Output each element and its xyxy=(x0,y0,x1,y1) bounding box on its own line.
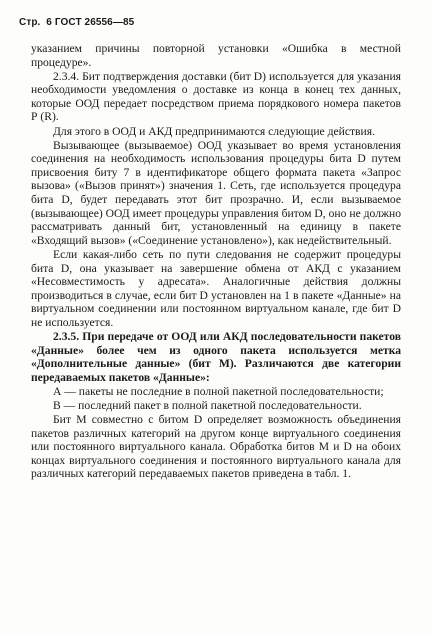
body-text xyxy=(31,42,401,481)
paragraph: 2.3.4. Бит подтверждения доставки (бит D) используется для указания необходимости уведомления о доставке из конца в конец тех данных, которые ООД передает посредством приема порядкового номера пакетов Р (R). xyxy=(31,69,401,124)
page-prefix: Стр. xyxy=(19,17,41,28)
paragraph: Если какая-либо сеть по пути следования не содержит процедуры бита D, она указывает на завершение обмена от АКД с указанием «Несовместимость у адресата». Аналогичные действия должны производиться в случае, если бит D установлен на 1 в пакете «Данные» на виртуальном соединении или постоянном виртуальном канале, где бит D не используется. xyxy=(31,247,401,329)
paragraph: Для этого в ООД и АКД предпринимаются следующие действия. xyxy=(53,124,375,138)
list-item: А — пакеты не последние в полной пакетной последовательности; xyxy=(53,384,384,398)
page-number: 6 xyxy=(46,17,52,28)
paragraph: указанием причины повторной установки «Ошибка в местной процедуре». xyxy=(31,42,401,69)
standard-designation: ГОСТ 26556—85 xyxy=(54,17,135,28)
paragraph: 2.3.5. При передаче от ООД или АКД последовательности пакетов «Данные» более чем из одного пакета используется метка «Дополнительные данные» (бит М). Различаются две категории передаваемых пакетов «Данные»: xyxy=(31,329,401,384)
page-header xyxy=(19,17,134,28)
paragraph: Вызывающее (вызываемое) ООД указывает во время установления соединения на необходимость использования процедуры бита D путем присвоения биту 7 в идентификаторе общего формата пакета «Запрос вызова» («Вызов принят») значения 1. Сеть, где используется процедура бита D, будет передавать этот бит прозрачно. И, если вызываемое (вызывающее) ООД имеет процедуры управления битом D, оно не должно рассматривать данный бит, установленный на единицу в пакете «Входящий вызов» («Соединение установлено»), как недействительный. xyxy=(31,138,401,247)
list-item: В — последний пакет в полной пакетной последовательности. xyxy=(53,398,362,412)
paragraph: Бит М совместно с битом D определяет возможность объединения пакетов различных категорий на другом конце виртуального соединения или постоянного виртуального канала. Обработка битов М и D на обоих концах виртуального соединения и постоянного виртуального канала для различных категорий передаваемых пакетов приведена в табл. 1. xyxy=(31,413,401,481)
